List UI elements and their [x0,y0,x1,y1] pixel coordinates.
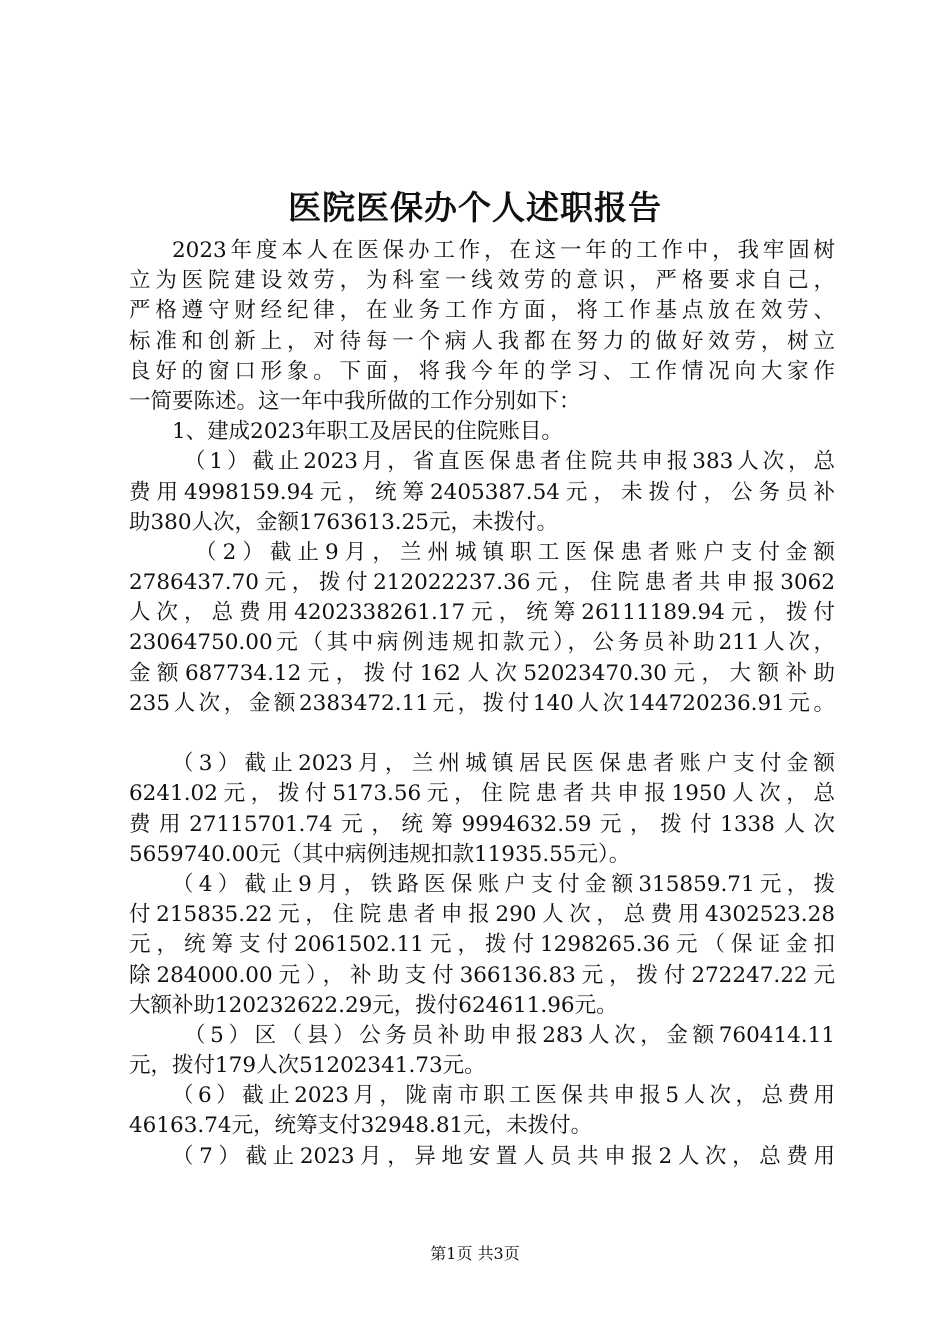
document-body [129,236,835,1172]
text-line: 付215835.22元，住院患者申报290人次，总费用4302523.28 [129,902,835,928]
text-line: 5659740.00元（其中病例违规扣款11935.55元）。 [129,841,631,867]
text-line: 235人次，金额2383472.11元，拨付140人次144720236.91元。 [129,690,835,716]
document-title: 医院医保办个人述职报告 [288,188,662,227]
text-line: 大额补助120232622.29元，拨付624611.96元。 [129,992,618,1018]
text-line: 费用27115701.74元，统筹9994632.59元，拨付1338人次 [129,811,835,837]
text-line: 除284000.00元），补助支付366136.83元，拨付272247.22元 [129,962,835,988]
text-line: （5）区（县）公务员补助申报283人次，金额760414.11 [184,1022,835,1048]
text-line: 2023年度本人在医保办工作，在这一年的工作中，我牢固树 [172,238,835,263]
text-line: 标准和创新上，对待每一个病人我都在努力的做好效劳，树立 [129,328,835,354]
text-line: 金额687734.12元，拨付162人次52023470.30元，大额补助 [129,660,835,686]
page-footer: 第1页 共3页 [430,1244,520,1263]
text-line: 立为医院建设效劳，为科室一线效劳的意识，严格要求自己， [129,268,835,294]
section-heading: 1、建成2023年职工及居民的住院账目。 [172,419,563,445]
text-line: 6241.02元，拨付5173.56元，住院患者共申报1950人次，总 [129,781,835,807]
paragraph-gap [129,719,835,749]
text-line: 费用4998159.94元，统筹2405387.54元，未拨付，公务员补 [129,479,835,505]
text-line: 良好的窗口形象。下面，将我今年的学习、工作情况向大家作 [129,358,835,384]
text-line: 23064750.00元（其中病例违规扣款元），公务员补助211人次， [129,630,835,656]
text-line: （4）截止9月，铁路医保账户支付金额315859.71元，拨 [172,871,835,897]
text-line: 一简要陈述。这一年中我所做的工作分别如下： [129,388,581,414]
text-line: （3）截止2023月，兰州城镇居民医保患者账户支付金额 [172,751,835,777]
text-line: （6）截止2023月，陇南市职工医保共申报5人次，总费用 [172,1083,835,1109]
text-line: 助380人次，金额1763613.25元，未拨付。 [129,509,558,535]
text-line: （2）截止9月，兰州城镇职工医保患者账户支付金额 [195,539,835,565]
text-line: 严格遵守财经纪律，在业务工作方面，将工作基点放在效劳、 [129,298,835,324]
text-line: （7）截止2023月，异地安置人员共申报2人次，总费用 [172,1143,835,1169]
text-line: 46163.74元，统筹支付32948.81元，未拨付。 [129,1113,593,1139]
text-line: 元，统筹支付2061502.11元，拨付1298265.36元（保证金扣 [129,932,835,958]
text-line: （1）截止2023月，省直医保患者住院共申报383人次，总 [184,449,835,475]
text-line: 2786437.70元，拨付212022237.36元，住院患者共申报3062 [129,570,835,596]
text-line: 人次，总费用4202338261.17元，统筹26111189.94元，拨付 [129,600,835,626]
text-line: 元，拨付179人次51202341.73元。 [129,1053,486,1079]
